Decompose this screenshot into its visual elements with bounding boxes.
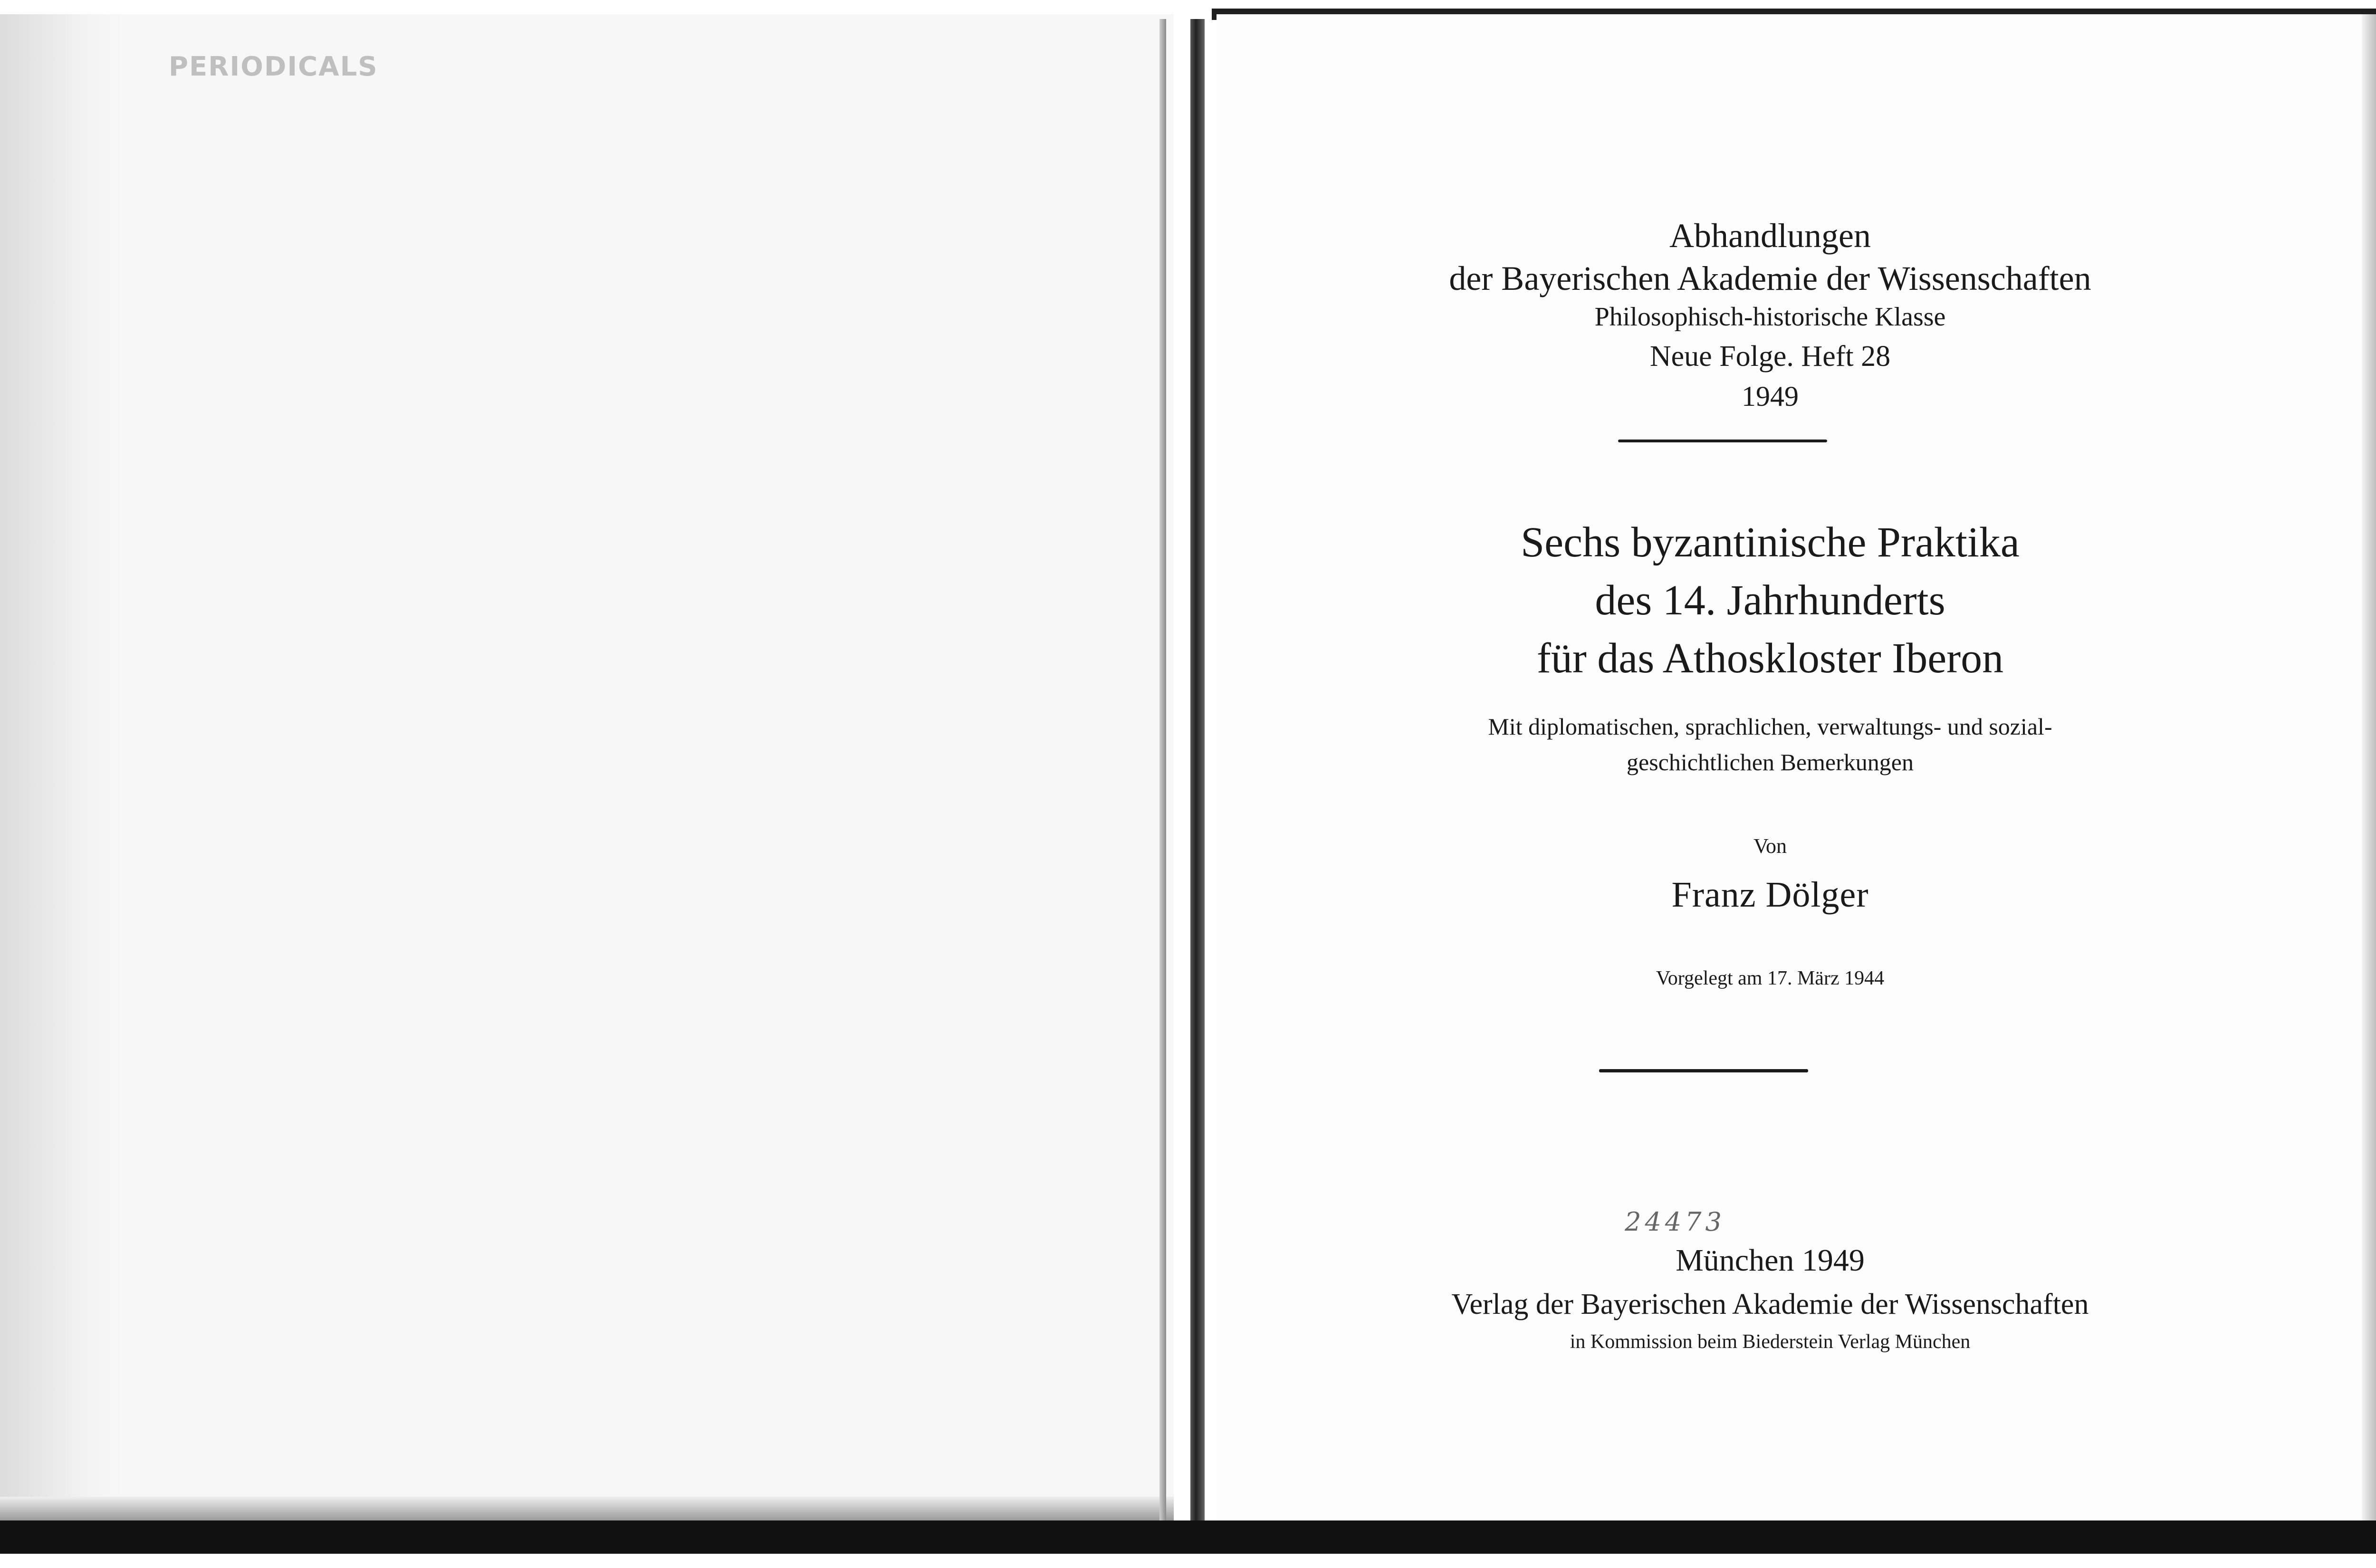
author-name: Franz Dölger (1671, 875, 1869, 915)
divider-rule (1618, 440, 1827, 442)
by-label: Von (1753, 834, 1787, 858)
subtitle-line: Mit diplomatischen, sprachlichen, verwaltungs- und sozial- (1488, 713, 2052, 740)
handwritten-accession-number: 24473 (1625, 1207, 1725, 1237)
place-and-year: München 1949 (1676, 1243, 1865, 1278)
series-year: 1949 (1742, 381, 1799, 412)
main-title-line: Sechs byzantinische Praktika (1521, 519, 2020, 566)
series-title: Abhandlungen (1669, 217, 1871, 255)
divider-rule (1599, 1069, 1808, 1072)
main-title-line: für das Athoskloster Iberon (1536, 635, 2004, 682)
commission-note: in Kommission beim Biederstein Verlag München (1570, 1331, 1971, 1353)
book-spine (1190, 19, 1205, 1554)
right-page-edge (2362, 14, 2376, 1554)
series-class: Philosophisch-historische Klasse (1594, 302, 1946, 332)
left-blank-page (0, 14, 1174, 1520)
page-edge (1159, 19, 1166, 1554)
subtitle-line: geschichtlichen Bemerkungen (1627, 749, 1914, 775)
scanner-bottom-border (0, 1520, 2376, 1554)
series-academy: der Bayerischen Akademie der Wissenschaften (1449, 259, 2091, 297)
library-stamp: PERIODICALS (169, 51, 378, 82)
page-shadow (0, 14, 124, 1520)
main-title-line: des 14. Jahrhunderts (1595, 577, 1945, 624)
series-issue: Neue Folge. Heft 28 (1649, 340, 1891, 373)
publisher: Verlag der Bayerischen Akademie der Wissenschaften (1451, 1288, 2089, 1320)
presentation-date: Vorgelegt am 17. März 1944 (1656, 967, 1885, 989)
page-bottom-shadow (0, 1497, 1174, 1520)
